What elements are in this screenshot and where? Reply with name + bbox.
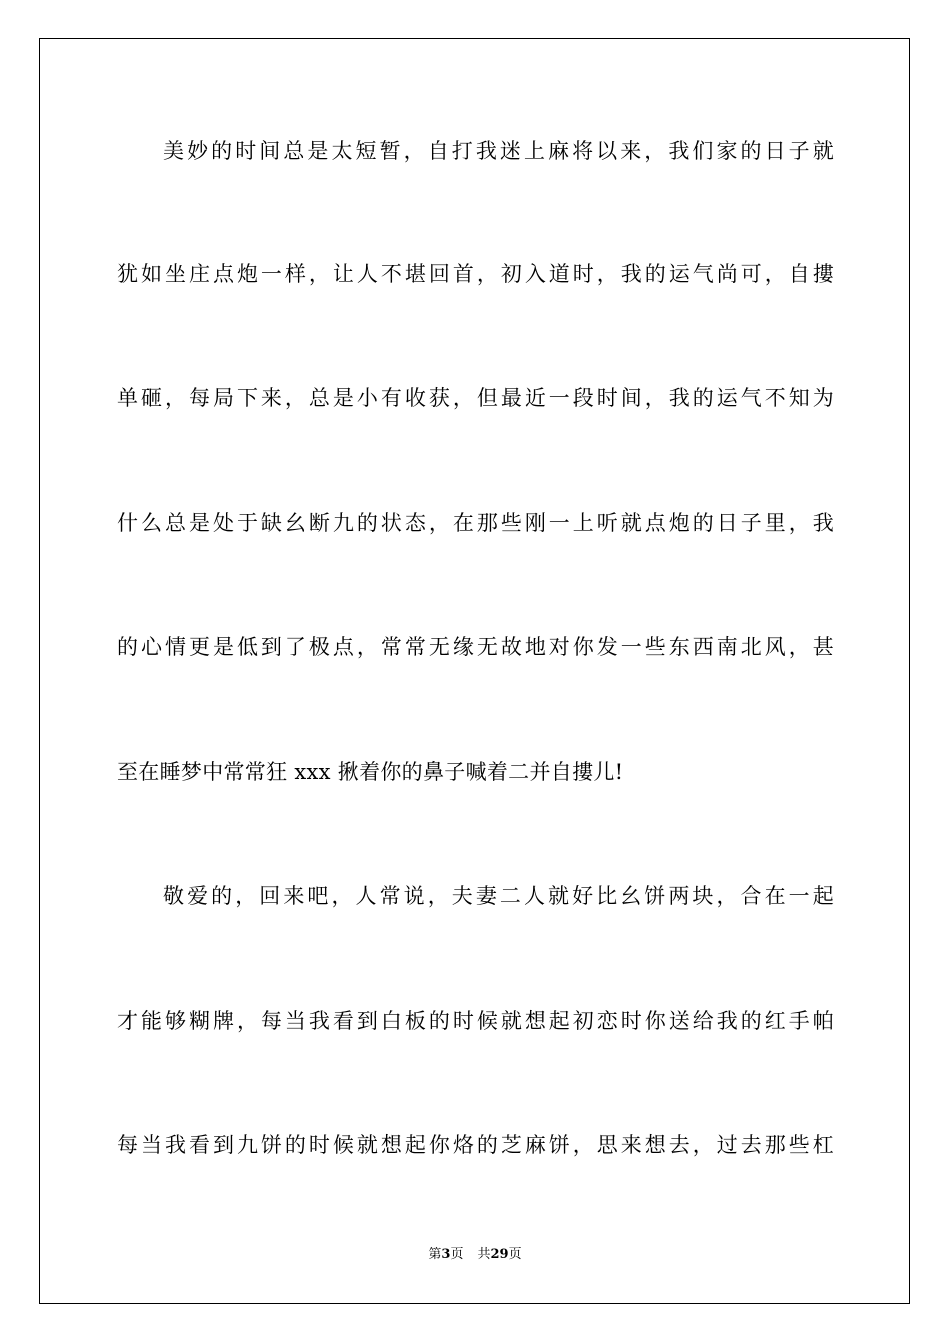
paragraph-line: 的心情更是低到了极点，常常无缘无故地对你发一些东西南北风，甚 xyxy=(117,635,834,659)
total-pages: 29 xyxy=(490,1247,509,1262)
paragraph-line: 什么总是处于缺幺断九的状态，在那些刚一上听就点炮的日子里，我 xyxy=(117,511,834,535)
page-suffix: 页 xyxy=(450,1247,464,1262)
paragraph-line: 才能够糊牌，每当我看到白板的时候就想起初恋时你送给我的红手帕 xyxy=(117,1009,834,1033)
paragraph-line: 至在睡梦中常常狂 xxx 揪着你的鼻子喊着二并自摟儿! xyxy=(117,760,624,784)
total-prefix: 共 xyxy=(477,1247,491,1262)
paragraph-line: 犹如坐庄点炮一样，让人不堪回首，初入道时，我的运气尚可，自摟 xyxy=(117,262,834,286)
paragraph-line: 美妙的时间总是太短暂，自打我迷上麻将以来，我们家的日子就 xyxy=(163,139,834,163)
paragraph-line: 每当我看到九饼的时候就想起你烙的芝麻饼，思来想去，过去那些杠 xyxy=(117,1133,834,1157)
page-footer xyxy=(0,1246,950,1264)
page-number: 3 xyxy=(441,1247,451,1262)
page-prefix: 第 xyxy=(428,1247,442,1262)
paragraph-line: 单砸，每局下来，总是小有收获，但最近一段时间，我的运气不知为 xyxy=(117,386,834,410)
paragraph-line: 敬爱的，回来吧，人常说，夫妻二人就好比幺饼两块，合在一起 xyxy=(163,884,834,908)
total-suffix: 页 xyxy=(508,1247,522,1262)
